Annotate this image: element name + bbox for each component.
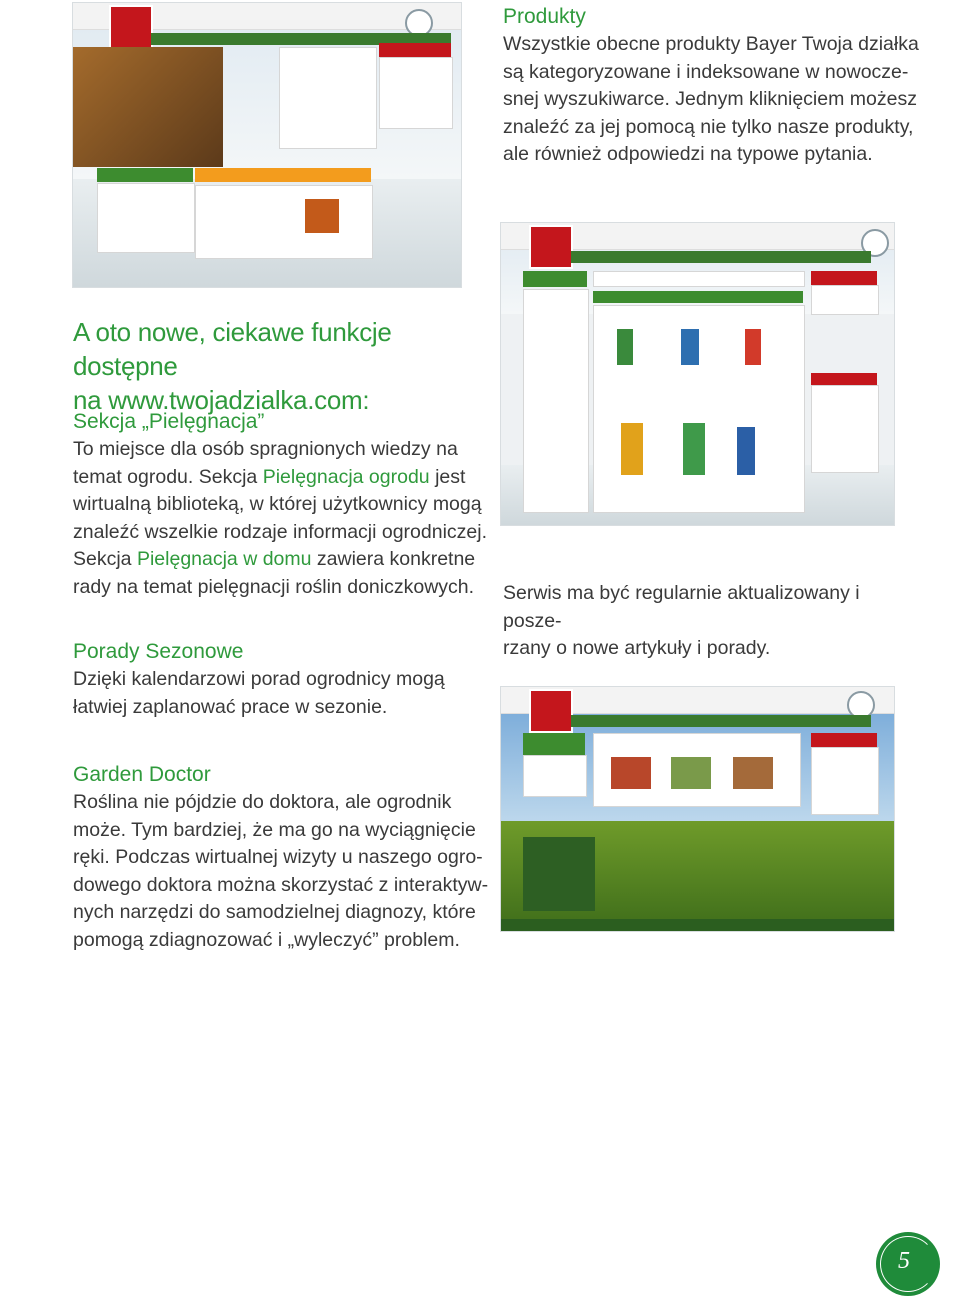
featured-header [811,373,877,385]
main-navigation [571,251,871,263]
website-screenshot-garden-doctor [500,686,895,932]
seasonal-panel [195,185,373,259]
seasonal-bar [195,168,371,182]
garden-line: Roślina nie pójdzie do doktora, ale ogrodnik [73,791,452,813]
website-screenshot-home [72,2,462,288]
pielegnacja-line: znaleźć wszelkie rodzaje informacji ogrodniczej. [73,520,488,543]
garden-doctor-section [73,761,493,954]
intro-heading [73,315,493,417]
porady-line: łatwiej zaplanować prace w sezonie. [73,695,388,718]
fireplace-photo [305,199,339,233]
doctor-panel [97,183,195,253]
intro-line: na www.twojadzialka.com: [73,385,370,415]
site-logo [529,225,573,269]
doctor-question-box [523,733,585,755]
footer-bar [501,919,894,931]
alphabet-bar [593,271,805,287]
garden-doctor-title: Garden Doctor [73,763,211,786]
pielegnacja-line: rady na temat pielęgnacji roślin doniczkowych. [73,575,475,598]
serwis-line: Serwis ma być regularnie aktualizowany i posze- [503,582,860,632]
produkty-line: są kategoryzowane i indeksowane w nowocze- [503,60,909,83]
plant-photo [733,757,773,789]
garden-line: nych narzędzi do samodzielnej diagnozy, które [73,901,476,923]
doctor-menu [523,755,587,797]
doctor-bar [97,168,193,182]
product-image [683,423,705,475]
page-number-badge [876,1232,940,1296]
plant-photo [611,757,651,789]
search-header [379,43,451,57]
product-image [617,329,633,365]
serwis-note [503,580,923,663]
serwis-line: rzany o nowe artykuły i porady. [503,637,771,659]
rake-photo [73,47,223,167]
search-header [811,733,877,747]
bayer-group-box [523,837,595,911]
highlight-pielegnacja-w-domu: Pielęgnacja w domu [136,548,312,570]
garden-line: dowego doktora można skorzystać z interaktyw- [73,873,489,896]
produkty-line: snej wyszukiwarce. Jednym kliknięciem możesz [503,88,917,110]
search-header [811,271,877,285]
plant-photo [671,757,711,789]
product-image [681,329,699,365]
featured-panel [811,385,879,473]
pielegnacja-line [73,546,493,574]
pielegnacja-line [73,464,493,492]
text-run: Sekcja [73,548,137,570]
website-screenshot-products [500,222,895,526]
highlight-pielegnacja-ogrodu: Pielęgnacja ogrodu [262,465,430,488]
produkty-section [503,3,923,169]
main-navigation [571,715,871,727]
product-image [745,329,761,365]
garden-line: ręki. Podczas wirtualnej wizyty u naszego ogro- [73,846,483,868]
results-bar [593,291,803,303]
search-panel [379,57,453,129]
intro-line: A oto nowe, ciekawe funkcje dostępne [73,317,392,381]
product-image [621,423,643,475]
pielegnacja-section [73,408,493,601]
text-run: jest [429,465,466,488]
site-logo [109,5,153,49]
search-panel [811,285,879,315]
porady-title: Porady Sezonowe [73,640,244,663]
porady-section [73,638,493,721]
produkty-line: znaleźć za jej pomocą nie tylko nasze produkty, [503,115,914,138]
search-panel [811,747,879,815]
text-run: temat ogrodu. Sekcja [73,465,263,488]
filter-sidebar [523,289,589,513]
pielegnacja-line: wirtualną biblioteką, w której użytkownicy mogą [73,493,482,515]
produkty-line: Wszystkie obecne produkty Bayer Twoja działka [503,33,919,55]
produkty-title: Produkty [503,5,586,28]
news-panel [279,47,377,149]
produkty-line: ale również odpowiedzi na typowe pytania. [503,143,873,165]
product-image [737,427,755,475]
porady-line: Dzięki kalendarzowi porad ogrodnicy mogą [73,668,445,690]
site-logo [529,689,573,733]
garden-line: pomogą zdiagnozować i „wyleczyć” problem. [73,928,460,951]
page-number: 5 [898,1248,910,1274]
pielegnacja-line: To miejsce dla osób spragnionych wiedzy na [73,438,458,460]
text-run: zawiera konkretne [311,548,476,570]
products-title-bar [523,271,587,287]
garden-line: może. Tym bardziej, że ma go na wyciągnięcie [73,818,476,841]
pielegnacja-title: Sekcja „Pielęgnacja” [73,410,265,433]
